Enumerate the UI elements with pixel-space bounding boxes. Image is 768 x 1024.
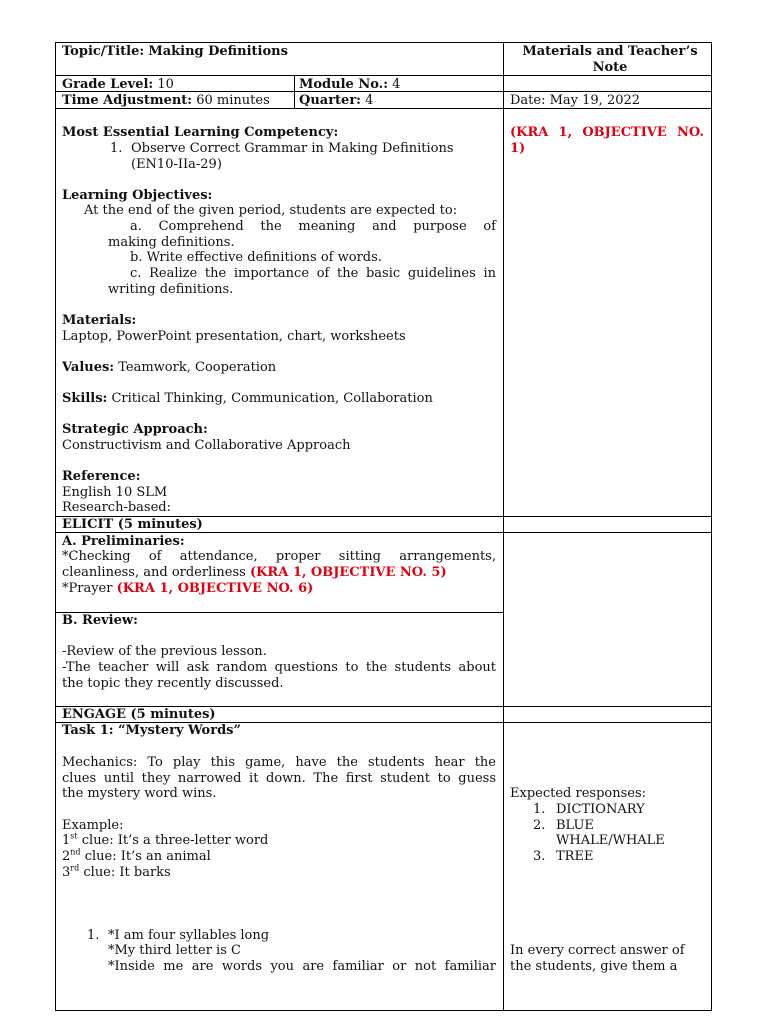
competency-kra-note: (KRA 1, OBJECTIVE NO. — [510, 125, 704, 140]
approach-text: Constructivism and Collaborative Approach — [62, 438, 351, 453]
table-border-bottom — [55, 1010, 712, 1011]
review-heading: B. Review: — [62, 613, 138, 628]
expected-responses-heading: Expected responses: — [510, 786, 647, 801]
quarter — [299, 93, 373, 109]
reference-line2: Research-based: — [62, 500, 171, 515]
time-label: Time Adjustment: — [62, 93, 193, 108]
mystery-item-1-line3: *Inside me are words you are familiar or not familiar — [108, 959, 496, 974]
approach-heading: Strategic Approach: — [62, 422, 208, 437]
clue-2-suffix: nd — [70, 847, 81, 857]
quarter-value: 4 — [365, 93, 374, 108]
grade-label: Grade Level: — [62, 77, 154, 92]
topic-title — [62, 44, 288, 60]
elicit-heading: ELICIT (5 minutes) — [62, 517, 203, 532]
competency-item-number: 1. — [110, 141, 123, 156]
competency-kra-note-cont: 1) — [510, 141, 526, 156]
task-heading: Task 1: “Mystery Words” — [62, 723, 241, 738]
engage-heading: ENGAGE (5 minutes) — [62, 707, 216, 722]
column-divider — [503, 42, 504, 1011]
engage-note-line1: In every correct answer of — [510, 943, 685, 958]
quarter-label: Quarter: — [299, 93, 361, 108]
clue-3-number: 3 — [62, 865, 71, 880]
prayer-text: *Prayer — [62, 581, 113, 596]
competency-heading: Most Essential Learning Competency: — [62, 125, 339, 140]
reference-line1: English 10 SLM — [62, 485, 168, 500]
response-3-number: 3. — [533, 849, 546, 864]
preliminaries-text: cleanliness, and orderliness — [62, 565, 246, 580]
values-text: Teamwork, Cooperation — [118, 360, 277, 375]
response-1: DICTIONARY — [556, 802, 645, 817]
clue-1-suffix: st — [70, 831, 78, 841]
values-line — [62, 360, 276, 376]
table-border-right — [711, 42, 712, 1011]
mystery-item-1-line2: *My third letter is C — [108, 943, 241, 958]
response-1-number: 1. — [533, 802, 546, 817]
preliminaries-heading: A. Preliminaries: — [62, 534, 185, 549]
module-number — [299, 77, 400, 93]
clue-2-text: clue: It’s an animal — [84, 849, 211, 864]
objectives-intro: At the end of the given period, students are expected to: — [84, 203, 458, 218]
materials-note-heading: Materials and Teacher’s Note — [522, 44, 698, 75]
review-line3: the topic they recently discussed. — [62, 676, 284, 691]
preliminaries-kra: (KRA 1, OBJECTIVE NO. 5) — [249, 565, 447, 580]
clue-2-number: 2 — [62, 849, 71, 864]
response-2-line1: BLUE — [556, 818, 594, 833]
clue-2 — [62, 849, 211, 865]
skills-text: Critical Thinking, Communication, Collaboration — [111, 391, 433, 406]
values-label: Values: — [62, 360, 115, 375]
objective-b: b. Write effective definitions of words. — [130, 250, 382, 265]
response-2-number: 2. — [533, 818, 546, 833]
competency-item-line1: Observe Correct Grammar in Making Definitions — [131, 141, 454, 156]
example-label: Example: — [62, 818, 124, 833]
table-border-top — [55, 42, 712, 43]
materials-heading: Materials: — [62, 313, 137, 328]
skills-line — [62, 391, 433, 407]
review-line1: -Review of the previous lesson. — [62, 644, 267, 659]
mystery-item-1-number: 1. — [87, 928, 100, 943]
prayer-line — [62, 581, 313, 597]
mechanics-line2: clues until they narrowed it down. The first student to guess — [62, 771, 496, 786]
clue-1 — [62, 833, 268, 849]
objectives-heading: Learning Objectives: — [62, 188, 213, 203]
prayer-kra: (KRA 1, OBJECTIVE NO. 6) — [116, 581, 314, 596]
module-label: Module No.: — [299, 77, 388, 92]
mechanics-line1: Mechanics: To play this game, have the students hear the — [62, 755, 496, 770]
clue-3-text: clue: It barks — [83, 865, 171, 880]
materials-text: Laptop, PowerPoint presentation, chart, worksheets — [62, 329, 406, 344]
preliminaries-line1: *Checking of attendance, proper sitting arrangements, — [62, 549, 496, 564]
grade-value: 10 — [157, 77, 174, 92]
clue-3 — [62, 865, 171, 881]
preliminaries-line2 — [62, 565, 447, 581]
skills-label: Skills: — [62, 391, 108, 406]
response-2-line2: WHALE/WHALE — [556, 833, 665, 848]
clue-3-suffix: rd — [70, 863, 80, 873]
module-value: 4 — [392, 77, 401, 92]
time-value: 60 minutes — [196, 93, 270, 108]
objective-a-line1: a. Comprehend the meaning and purpose of — [130, 219, 496, 234]
clue-1-number: 1 — [62, 833, 71, 848]
date-text: Date: May 19, 2022 — [510, 93, 641, 108]
review-line2: -The teacher will ask random questions to the students about — [62, 660, 496, 675]
mystery-item-1-line1: *I am four syllables long — [108, 928, 270, 943]
competency-item-line2: (EN10-IIa-29) — [131, 157, 222, 172]
time-adjustment — [62, 93, 270, 109]
topic-label: Topic/Title: — [62, 44, 145, 59]
column-divider — [294, 75, 295, 108]
topic-value: Making Definitions — [148, 44, 288, 59]
objective-a-line2: making definitions. — [108, 235, 235, 250]
table-border-left — [55, 42, 56, 1011]
mechanics-line3: the mystery word wins. — [62, 786, 217, 801]
response-3: TREE — [556, 849, 594, 864]
engage-note-line2: the students, give them a — [510, 959, 678, 974]
objective-c-line2: writing definitions. — [108, 282, 234, 297]
objective-c-line1: c. Realize the importance of the basic guidelines in — [130, 266, 496, 281]
grade-level — [62, 77, 174, 93]
reference-heading: Reference: — [62, 469, 141, 484]
clue-1-text: clue: It’s a three-letter word — [81, 833, 269, 848]
